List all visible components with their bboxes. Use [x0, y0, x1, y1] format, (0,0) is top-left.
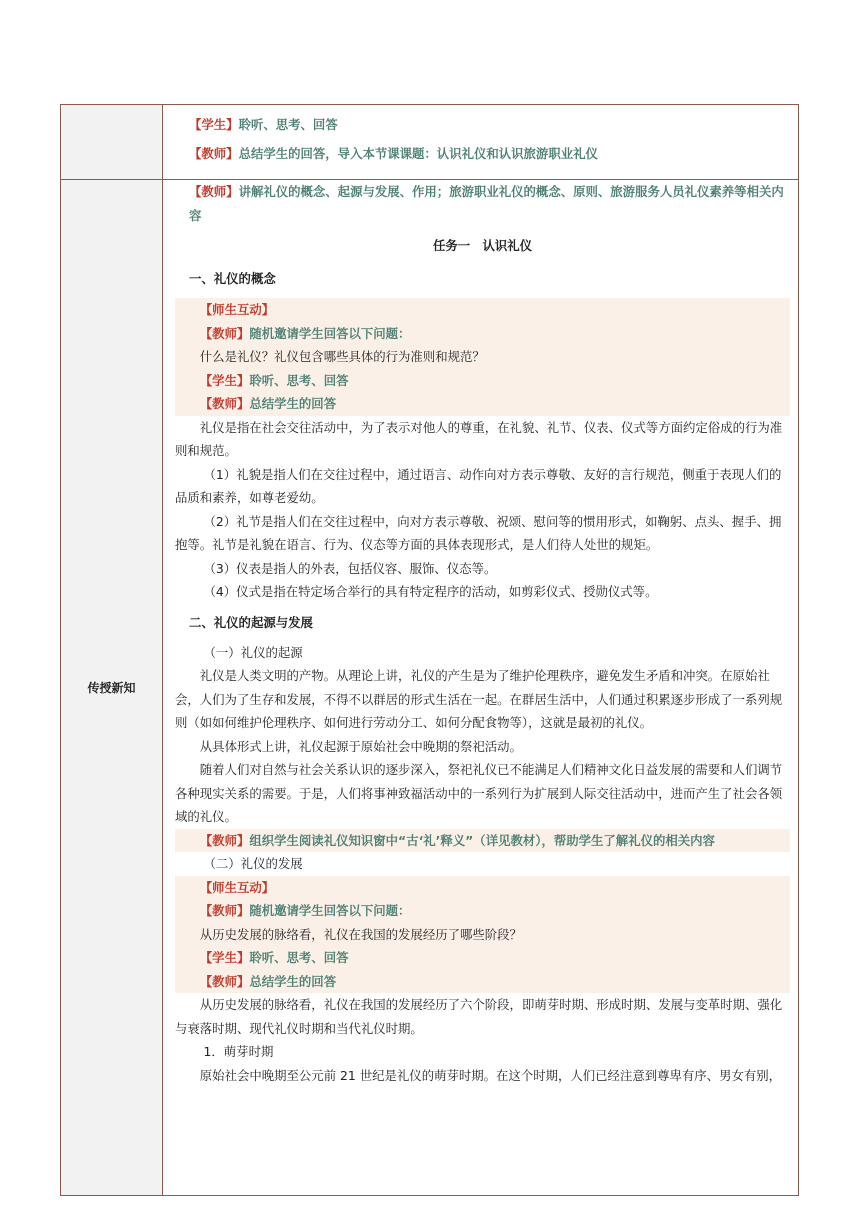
subheading-development: （二）礼仪的发展	[203, 856, 303, 871]
lesson-plan-table	[60, 104, 799, 1196]
student-line	[175, 369, 790, 393]
teacher-text: 随机邀请学生回答以下问题：	[249, 325, 411, 341]
section-heading-2: 二、礼仪的起源与发展	[189, 614, 313, 630]
teacher-text: 随机邀请学生回答以下问题：	[249, 903, 411, 918]
summary-bracket: 【教师】	[199, 396, 250, 411]
definition-paragraph: 礼仪是指在社会交往活动中，为了表示对他人的尊重，在礼貌、礼节、仪表、仪式等方面约定俗成的行为准则和规范。	[175, 419, 783, 458]
teacher-question-line	[175, 899, 790, 923]
teacher-line	[175, 142, 790, 166]
summary-line	[175, 970, 790, 994]
stage-paragraph: 原始社会中晚期至公元前 21 世纪是礼仪的萌芽时期。在这个时期，人们已经注意到尊卑有序、男女有别，	[199, 1067, 782, 1083]
teacher-bracket: 【教师】	[199, 903, 250, 918]
student-text: 聆听、思考、回答	[249, 950, 349, 965]
row-content	[163, 180, 799, 1196]
summary-line	[175, 392, 790, 416]
origin-paragraph: 随着人们对自然与社会关系认识的逐步深入，祭祀礼仪已不能满足人们精神文化日益发展的需要和人们调节各种现实关系的需要。于是，人们将事神致福活动中的一系列行为扩展到人际交往活动中，进而产生了社会各领域的礼仪。	[175, 762, 783, 824]
interaction-label: 【师生互动】	[199, 302, 275, 317]
teacher-bracket: 【教师】	[199, 325, 250, 341]
row-label-empty	[61, 105, 163, 180]
development-paragraph: 从历史发展的脉络看，礼仪在我国的发展经历了六个阶段，即萌芽时期、形成时期、发展与变革时期、强化与衰落时期、现代礼仪时期和当代礼仪时期。	[175, 997, 783, 1036]
row-content	[163, 105, 799, 180]
table-row	[61, 105, 799, 180]
list-item: （3）仪表是指人的外表，包括仪容、服饰、仪态等。	[203, 560, 497, 576]
summary-bracket: 【教师】	[199, 973, 250, 989]
intro-line	[175, 180, 790, 227]
student-line	[175, 946, 790, 970]
subheading-origin: （一）礼仪的起源	[203, 644, 303, 660]
teacher-text: 总结学生的回答，导入本节课课题：认识礼仪和认识旅游职业礼仪	[238, 145, 598, 161]
student-text: 聆听、思考、回答	[238, 117, 338, 132]
content-clip	[175, 180, 790, 1195]
intro-text: 讲解礼仪的概念、起源与发展、作用；旅游职业礼仪的概念、原则、旅游服务人员礼仪素养等相关内容	[189, 184, 784, 223]
reading-bracket: 【教师】	[199, 832, 250, 848]
student-text: 聆听、思考、回答	[249, 372, 349, 388]
section-heading-1: 一、礼仪的概念	[189, 271, 276, 286]
origin-paragraph: 礼仪是人类文明的产物。从理论上讲，礼仪的产生是为了维护伦理秩序，避免发生矛盾和冲突。在原始社会，人们为了生存和发展，不得不以群居的形式生活在一起。在群居生活中，人们通过积累逐步形成了一系列规则（如如何维护伦理秩序、如何进行劳动分工、如何分配食物等），这就是最初的礼仪。	[175, 668, 783, 730]
question-text: 从历史发展的脉络看，礼仪在我国的发展经历了哪些阶段？	[199, 926, 522, 942]
intro-bracket: 【教师】	[189, 184, 239, 199]
student-bracket: 【学生】	[189, 117, 239, 132]
teacher-question-line	[175, 322, 790, 346]
student-bracket: 【学生】	[199, 950, 250, 965]
table-row	[61, 180, 799, 1196]
origin-paragraph: 从具体形式上讲，礼仪起源于原始社会中晚期的祭祀活动。	[199, 738, 522, 754]
question-text: 什么是礼仪？礼仪包含哪些具体的行为准则和规范？	[199, 349, 485, 364]
list-item: （4）仪式是指在特定场合举行的具有特定程序的活动，如剪彩仪式、授勋仪式等。	[203, 584, 658, 599]
list-item: （1）礼貌是指人们在交往过程中，通过语言、动作向对方表示尊敬、友好的言行规范，侧重于表现人们的品质和素养，如尊老爱幼。	[175, 466, 782, 505]
summary-text: 总结学生的回答	[249, 973, 337, 989]
list-item: （2）礼节是指人们在交往过程中，向对方表示尊敬、祝颂、慰问等的惯用形式，如鞠躬、点头、握手、拥抱等。礼节是礼貌在语言、行为、仪态等方面的具体表现形式，是人们待人处世的规矩。	[175, 513, 782, 552]
interaction-block-1	[175, 298, 790, 416]
student-line	[175, 113, 790, 137]
student-bracket: 【学生】	[199, 372, 250, 388]
summary-text: 总结学生的回答	[249, 396, 337, 411]
reading-instruction	[175, 829, 790, 853]
reading-text: 组织学生阅读礼仪知识窗中“古‘礼’释义”（详见教材），帮助学生了解礼仪的相关内容	[249, 832, 715, 848]
interaction-label: 【师生互动】	[199, 879, 275, 895]
teacher-bracket: 【教师】	[189, 145, 239, 161]
stage-heading: 1．萌芽时期	[203, 1044, 274, 1059]
task-title: 任务一 认识礼仪	[432, 238, 533, 253]
interaction-block-2	[175, 876, 790, 994]
row-label: 传授新知	[61, 180, 163, 1196]
